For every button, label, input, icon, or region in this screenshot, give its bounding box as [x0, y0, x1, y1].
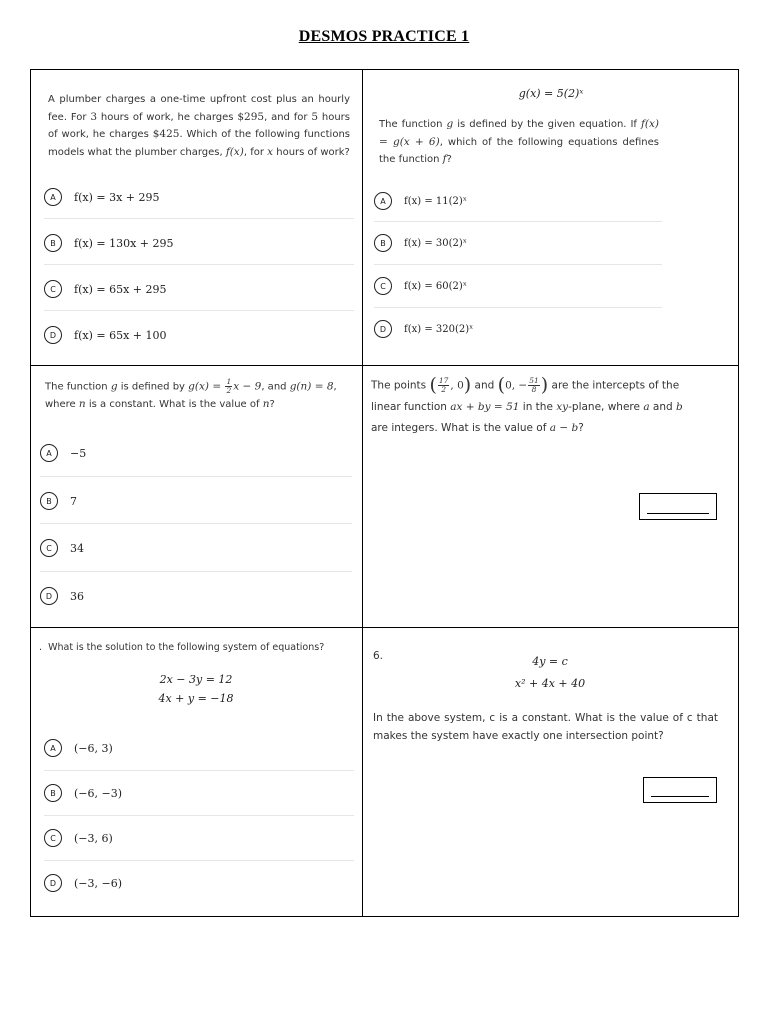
option-separator	[40, 476, 352, 477]
option-badge: A	[44, 188, 62, 206]
option-text: 36	[70, 589, 84, 603]
option-separator	[44, 860, 354, 861]
option-badge: D	[374, 320, 392, 338]
option-separator	[374, 221, 662, 222]
q1-option-c[interactable]	[44, 280, 166, 298]
page-title: DESMOS PRACTICE 1	[298, 28, 470, 45]
q2-option-d[interactable]	[374, 320, 473, 338]
option-text: (−3, −6)	[74, 876, 123, 890]
q1-option-b[interactable]	[44, 234, 173, 252]
option-text: f(x) = 11(2)ˣ	[404, 195, 468, 207]
question-3-text: The function g is defined by g(x) = $\frac{1}{2}$ x − 9, and g(n) = 8, where n is a constant. What is the value of n?	[45, 377, 337, 410]
option-separator	[44, 815, 354, 816]
option-text: (−3, 6)	[74, 831, 113, 845]
option-badge: D	[44, 874, 62, 892]
option-badge: C	[374, 277, 392, 295]
q3-option-b[interactable]	[40, 492, 77, 510]
option-badge: C	[44, 280, 62, 298]
option-badge: B	[44, 234, 62, 252]
question-3	[31, 365, 362, 627]
option-text: f(x) = 320(2)ˣ	[404, 323, 474, 335]
q5-option-b[interactable]	[44, 784, 122, 802]
question-6	[362, 627, 740, 918]
option-separator	[44, 770, 354, 771]
option-badge: B	[374, 234, 392, 252]
question-grid	[30, 69, 739, 917]
q1-option-a[interactable]	[44, 188, 159, 206]
option-badge: B	[40, 492, 58, 510]
q5-option-a[interactable]	[44, 739, 113, 757]
answer-line	[647, 513, 709, 514]
q2-option-a[interactable]	[374, 192, 467, 210]
option-text: 34	[70, 541, 84, 555]
option-text: f(x) = 65x + 295	[74, 282, 167, 296]
option-separator	[374, 264, 662, 265]
question-1	[31, 70, 362, 365]
q2-option-b[interactable]	[374, 234, 467, 252]
q3-option-d[interactable]	[40, 587, 84, 605]
option-text: f(x) = 130x + 295	[74, 236, 174, 250]
q2-option-c[interactable]	[374, 277, 467, 295]
option-separator	[40, 571, 352, 572]
option-text: (−6, −3)	[74, 786, 123, 800]
option-badge: D	[40, 587, 58, 605]
question-5	[31, 627, 362, 918]
option-separator	[44, 310, 354, 311]
option-badge: D	[44, 326, 62, 344]
question-4	[362, 365, 740, 627]
q6-equation-1: 4y = c	[532, 655, 568, 668]
question-2-text: The function g is defined by the given equation. If f(x) = g(x + 6), which of the following equations defines the function f?	[379, 118, 660, 165]
q5-equation-1: 2x − 3y = 12	[159, 673, 233, 686]
option-text: −5	[70, 446, 87, 460]
q6-number: 6.	[373, 650, 384, 662]
option-text: (−6, 3)	[74, 741, 113, 755]
q2-equation: g(x) = 5(2)ˣ	[518, 87, 584, 100]
option-separator	[374, 307, 662, 308]
option-text: f(x) = 30(2)ˣ	[404, 237, 468, 249]
option-separator	[44, 218, 354, 219]
option-separator	[44, 264, 354, 265]
option-badge: A	[40, 444, 58, 462]
option-text: f(x) = 65x + 100	[74, 328, 167, 342]
option-badge: C	[40, 539, 58, 557]
q5-option-c[interactable]	[44, 829, 113, 847]
question-1-text: A plumber charges a one-time upfront cost plus an hourly fee. For 3 hours of work, he charges $295, and for 5 hours of work, he charges $425. Which of the following functions models what the plumber charges, f(x), for x hours of work?	[48, 94, 350, 158]
answer-input-box[interactable]	[643, 777, 717, 803]
q1-option-d[interactable]	[44, 326, 166, 344]
option-separator	[40, 523, 352, 524]
option-badge: A	[44, 739, 62, 757]
answer-input-box[interactable]	[639, 493, 717, 520]
q5-option-d[interactable]	[44, 874, 122, 892]
option-text: 7	[70, 494, 77, 508]
question-4-text: The points ( $\frac{17}{2}$ , 0) and (0, − $\frac{51}{8}$ ) are the intercepts of the linear function ax + by = 51 in the xy-plane, where a and b are integers. What is the value of a − b?	[371, 374, 683, 434]
question-2	[362, 70, 740, 365]
option-text: f(x) = 60(2)ˣ	[404, 280, 468, 292]
option-badge: A	[374, 192, 392, 210]
question-6-text: In the above system, c is a constant. What is the value of c that makes the system have exactly one intersection point?	[373, 712, 718, 742]
option-text: f(x) = 3x + 295	[74, 190, 160, 204]
option-badge: B	[44, 784, 62, 802]
q6-equation-2: x² + 4x + 40	[514, 677, 586, 690]
q5-equation-2: 4x + y = −18	[158, 692, 234, 705]
q3-option-c[interactable]	[40, 539, 84, 557]
question-5-text: . What is the solution to the following system of equations?	[39, 642, 325, 653]
answer-line	[651, 796, 709, 797]
option-badge: C	[44, 829, 62, 847]
q3-option-a[interactable]	[40, 444, 86, 462]
